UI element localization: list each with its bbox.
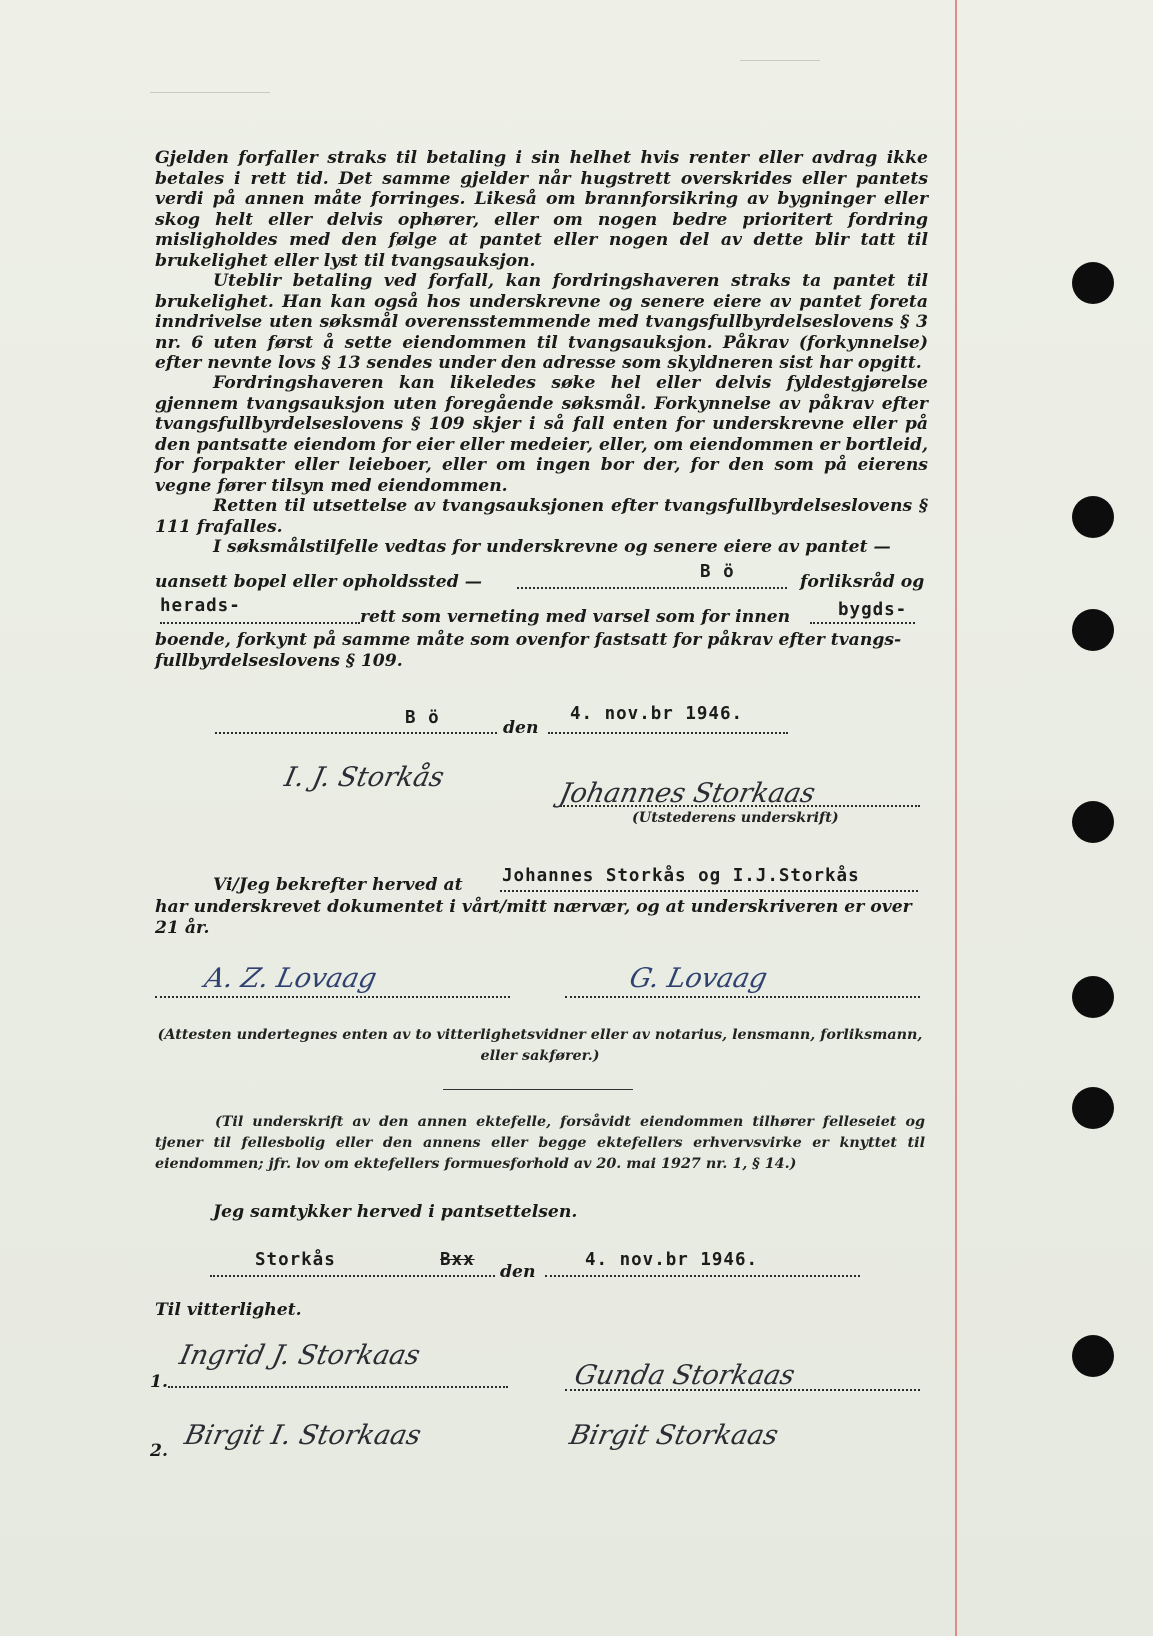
witness-signature-1: A. Z. Lovaag — [201, 963, 380, 994]
spouse-note: (Til underskrift av den annen ektefelle, forsåvidt eiendommen tilhører felleseiet og tjener til fellesbolig eller den annens eller begge ektefellers erhvervsvirke er knyttet til eiendommen; jfr. lov om ektefellers formuesforhold av 20. mai 1927 nr. 1, § 14.) — [155, 1114, 925, 1172]
paragraph-auction: Fordringshaveren kan likeledes søke hel eller delvis fyldestgjørelse gjennem tvangsauksjon uten foregående søksmål. Forkynnelse av påkrav efter tvangsfullbyrdelseslovens § 109 skjer i så fall enten for underskrevne eller på den pantsatte eiendom for eier eller medeier, eller, om eiendommen er bortleid, for forpakter eller leieboer, eller om ingen bor der, for den som på eierens vegne fører tilsyn med eiendommen. — [155, 373, 928, 496]
punch-hole — [1072, 801, 1114, 843]
bleed-through-line — [150, 92, 270, 93]
witness-row-2-left-signature: Birgit I. Storkaas — [181, 1420, 424, 1451]
witness-signature-2: G. Lovaag — [626, 963, 770, 994]
herads-fill-line — [160, 622, 360, 624]
punch-hole — [1072, 976, 1114, 1018]
issue-den-label: den — [503, 718, 539, 738]
witness-row-1-right-line — [565, 1389, 920, 1391]
witness-row-1-right-signature: Gunda Storkaas — [571, 1360, 798, 1391]
venue-line-1: I søksmålstilfelle vedtas for underskrevne og senere eiere av pantet — — [213, 537, 891, 557]
paragraph-default-clause: Gjelden forfaller straks til betaling i sin helhet hvis renter eller avdrag ikke betales i rett tid. Det samme gjelder når hugstrett overskrides eller pantets verdi på annen måte forringes. Likeså om brannforsikring av bygninger eller skog helt eller delvis ophører, eller om nogen bedre prioritert fordring misligholdes med den følge at pantet eller nogen del av dette blir tatt til brukelighet eller lyst til tvangsauksjon. — [155, 148, 928, 271]
bygds-fill-line — [810, 622, 915, 624]
signature-caption: (Utstederens underskrift) — [632, 810, 839, 826]
consent-place: Storkås — [255, 1250, 336, 1270]
witness-statement-line-2: har underskrevet dokumentet i vårt/mitt nærvær, og at underskriveren er over — [155, 897, 912, 917]
consent-date: 4. nov.br 1946. — [585, 1250, 759, 1270]
punch-hole — [1072, 496, 1114, 538]
signature-issuer-left: I. J. Storkås — [281, 762, 447, 793]
witness-statement-line-3: 21 år. — [155, 918, 210, 938]
consent-text: Jeg samtykker herved i pantsettelsen. — [213, 1202, 578, 1222]
herads-fill: herads- — [160, 596, 241, 616]
witness-row-2-number: 2. — [150, 1441, 168, 1461]
issue-date: 4. nov.br 1946. — [570, 704, 744, 724]
venue-line-4: boende, forkynt på samme måte som ovenfor fastsatt for påkrav efter tvangs- — [155, 630, 902, 650]
punch-hole — [1072, 262, 1114, 304]
issue-place: B ö — [405, 708, 440, 728]
witness-signature-line-2 — [565, 996, 920, 998]
date-fill-line — [548, 732, 788, 734]
consent-den-label: den — [500, 1262, 536, 1282]
margin-line — [955, 0, 957, 1636]
venue-line-2-suffix: forliksråd og — [800, 572, 925, 592]
attestation-note: (Attesten undertegnes enten av to vitterlighetsvidner eller av notarius, lensmann, forliksmann, eller sakfører.) — [157, 1027, 923, 1064]
section-divider — [443, 1089, 633, 1090]
witness-row-2-right-signature: Birgit Storkaas — [566, 1420, 781, 1451]
signature-issuer-right: Johannes Storkaas — [556, 778, 818, 809]
punch-hole — [1072, 1087, 1114, 1129]
venue-line-5: fullbyrdelseslovens § 109. — [155, 651, 403, 671]
witness-statement-prefix: Vi/Jeg bekrefter herved at — [213, 875, 463, 895]
paragraph-payment-default: Uteblir betaling ved forfall, kan fordringshaveren straks ta pantet til brukelighet. Han kan også hos underskrevne og senere eiere av pantet foreta inndrivelse uten søksmål overensstemmende med tvangsfullbyrdelseslovens § 3 nr. 6 uten først å sette eiendommen til tvangsauksjon. Påkrav (forkynnelse) efter nevnte lovs § 13 sendes under den adresse som skyldneren sist har opgitt. — [155, 271, 928, 373]
forliksrad-fill: B ö — [700, 562, 735, 582]
forliksrad-fill-line — [517, 587, 787, 589]
issuer-signature-line — [560, 805, 920, 807]
punch-hole — [1072, 1335, 1114, 1377]
witness-row-1-left-signature: Ingrid J. Storkaas — [176, 1340, 423, 1371]
venue-line-3-middle: rett som verneting med varsel som for innen — [360, 607, 791, 627]
consent-place-line — [210, 1275, 495, 1277]
place-fill-line — [215, 732, 497, 734]
witness-row-1-left-line — [168, 1386, 508, 1388]
witness-signature-line-1 — [155, 996, 510, 998]
paragraph-waiver: Retten til utsettelse av tvangsauksjonen efter tvangsfullbyrdelseslovens § 111 frafalles. — [155, 496, 928, 537]
venue-line-2-prefix: uansett bopel eller opholdssted — — [155, 572, 482, 592]
consent-struck-text: Bxx — [440, 1250, 475, 1270]
witness-names-line — [500, 890, 918, 892]
consent-date-line — [545, 1275, 860, 1277]
witness-row-1-number: 1. — [150, 1372, 168, 1392]
witness-names: Johannes Storkås og I.J.Storkås — [502, 866, 860, 886]
punch-hole — [1072, 609, 1114, 651]
bygds-fill: bygds- — [838, 600, 908, 620]
bleed-through-line — [740, 60, 820, 61]
witnesses-label: Til vitterlighet. — [155, 1300, 302, 1320]
